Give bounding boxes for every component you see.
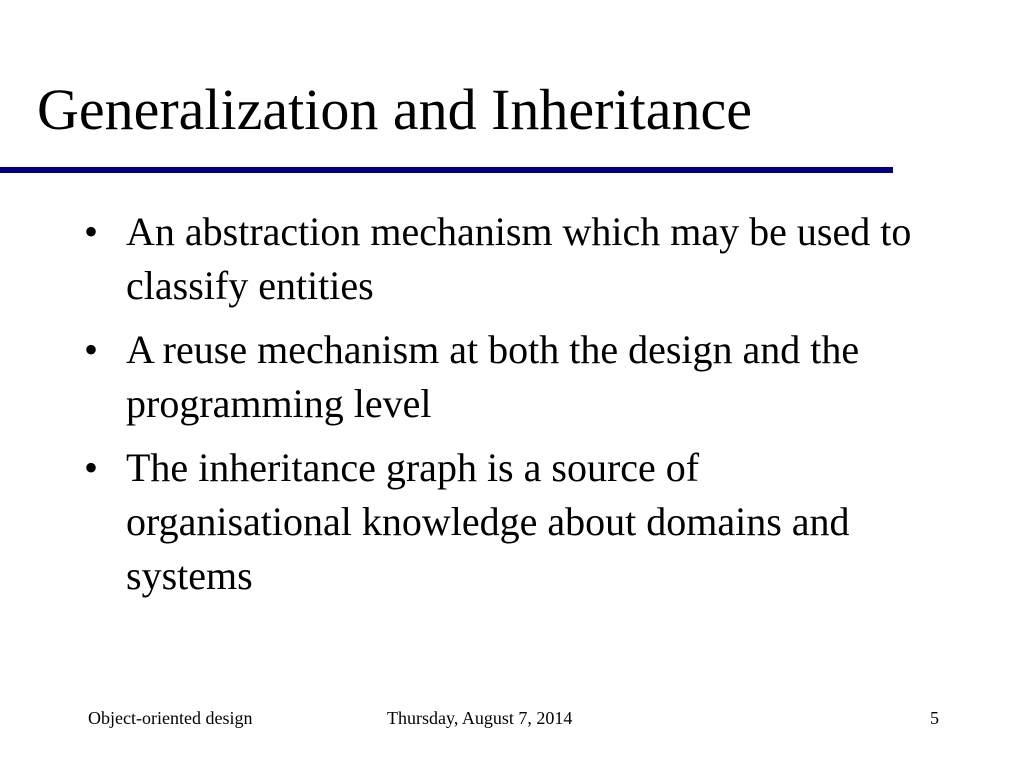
bullet-list [84, 205, 914, 613]
bullet-dot-icon: • [84, 445, 99, 490]
bullet-item [84, 323, 914, 431]
slide-title: Generalization and Inheritance [37, 77, 752, 142]
footer-date: Thursday, August 7, 2014 [387, 708, 573, 728]
title-divider [0, 167, 893, 173]
bullet-dot-icon: • [84, 209, 99, 254]
bullet-item [84, 205, 914, 313]
bullet-dot-icon: • [84, 327, 99, 372]
bullet-text: An abstraction mechanism which may be used to classify entities [126, 209, 912, 308]
bullet-text: The inheritance graph is a source of organisational knowledge about domains and systems [126, 445, 850, 598]
bullet-item [84, 441, 914, 603]
slide-number: 5 [930, 708, 939, 728]
bullet-text: A reuse mechanism at both the design and the programming level [126, 327, 860, 426]
footer-course-title: Object-oriented design [88, 708, 253, 728]
